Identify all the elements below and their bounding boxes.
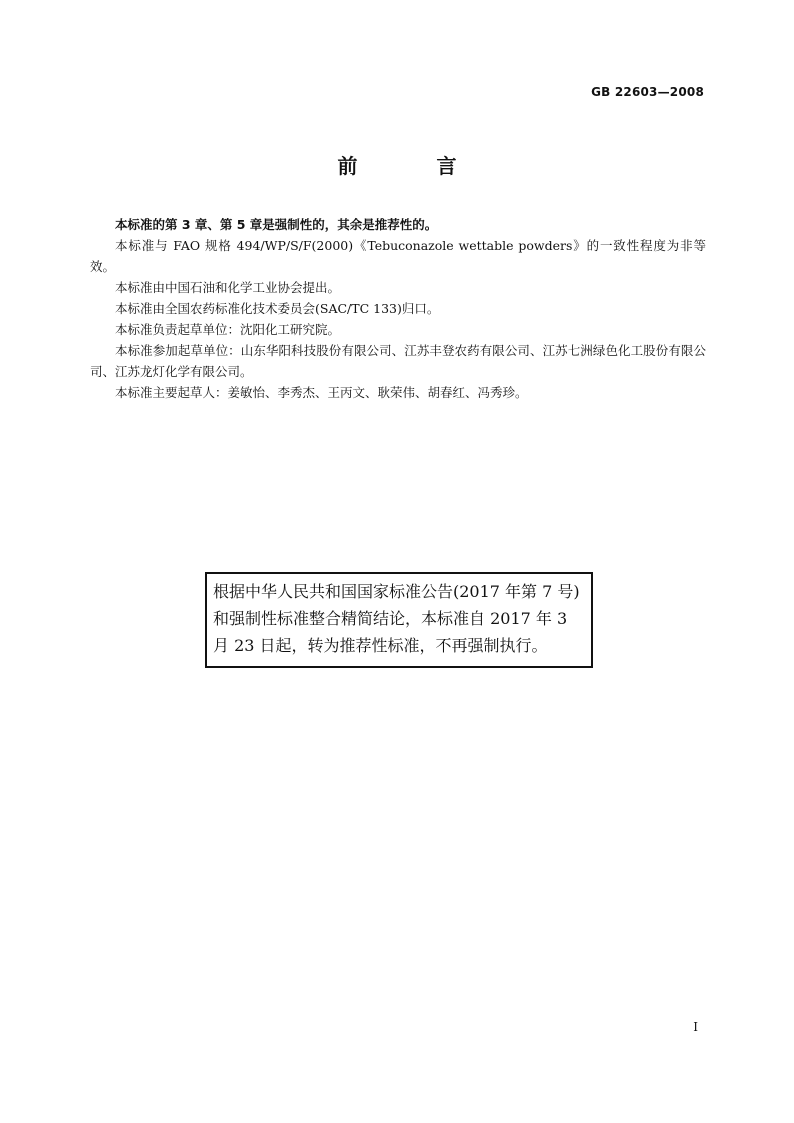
paragraph-lead-drafter: 本标准负责起草单位：沈阳化工研究院。 [115,322,341,337]
page-title: 前 言 [337,154,493,178]
paragraph-main-drafters: 本标准主要起草人：姜敏怡、李秀杰、王丙文、耿荣伟、胡春红、冯秀珍。 [115,385,528,400]
paragraph-consistency: 本标准与 FAO 规格 494/WP/S/F(2000)《Tebuconazole wettable powders》的一致性程度为非等效。 [90,238,706,274]
paragraph-proposer: 本标准由中国石油和化学工业协会提出。 [115,280,341,295]
foreword-body [90,214,706,403]
standard-code: GB 22603—2008 [591,85,704,99]
paragraph-centralized: 本标准由全国农药标准化技术委员会(SAC/TC 133)归口。 [115,301,440,316]
paragraph-mandatory-scope: 本标准的第 3 章、第 5 章是强制性的，其余是推荐性的。 [115,217,438,232]
paragraph-participating-drafters: 本标准参加起草单位：山东华阳科技股份有限公司、江苏丰登农药有限公司、江苏七洲绿色化工股份有限公司、江苏龙灯化学有限公司。 [90,343,706,379]
status-notice-box: 根据中华人民共和国国家标准公告(2017 年第 7 号)和强制性标准整合精简结论，本标准自 2017 年 3 月 23 日起，转为推荐性标准，不再强制执行。 [205,572,593,668]
page-number: I [693,1020,698,1034]
